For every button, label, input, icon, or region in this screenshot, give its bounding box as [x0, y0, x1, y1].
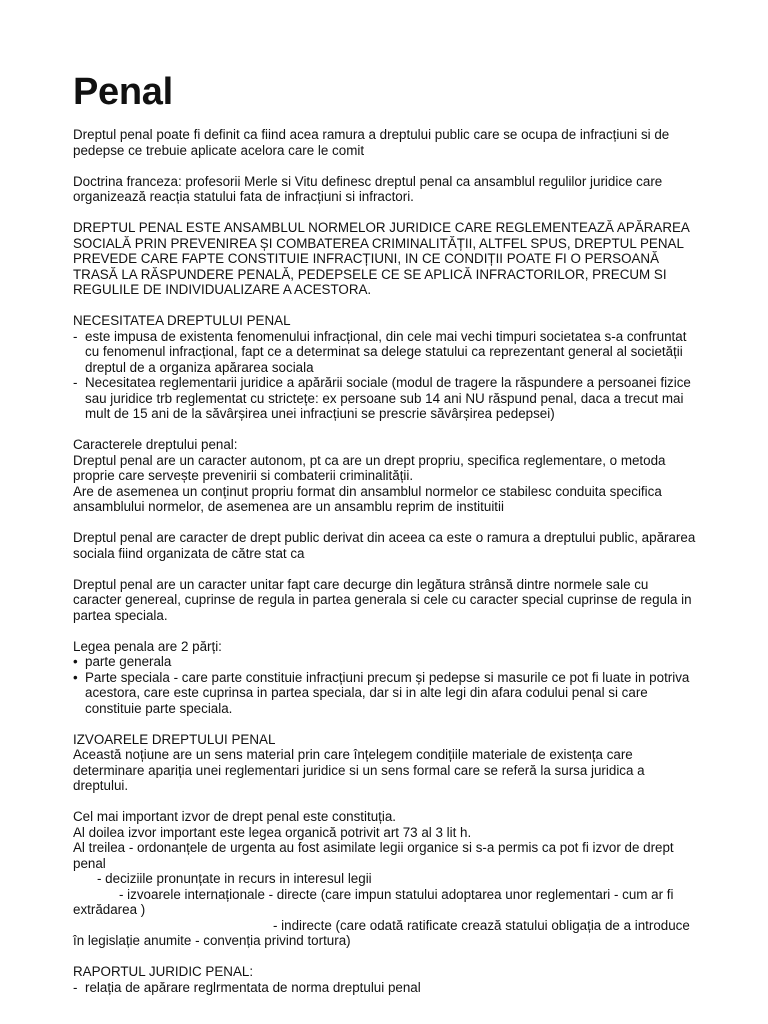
legea-list — [73, 654, 698, 716]
izvoarele-paragraph: Această noțiune are un sens material prin care înțelegem condițiile materiale de existența care determinare apariția unei reglementari juridice si un sens formal care se referă la sursa juridica a dreptului. — [73, 747, 645, 793]
list-item: - relația de apărare reglrmentata de norma dreptului penal — [73, 980, 698, 996]
list-item: - este impusa de existenta fenomenului infracțional, din cele mai vechi timpuri societatea s-a confruntat cu fenomenul infracțional, fapt ce a determinat sa delege statului ca reprezentant general al societății dreptul de a organiza apărarea sociala — [73, 329, 698, 376]
caractere-heading: Caracterele dreptului penal: — [73, 437, 238, 452]
izvor-line: - deciziile pronunțate in recurs in interesul legii — [97, 871, 372, 886]
izvor-line: Al treilea - ordonanțele de urgenta au fost asimilate legii organice si s-a permis ca pot fi izvor de drept penal — [73, 840, 674, 871]
caracter-autonom-paragraph: Dreptul penal are un caracter autonom, pt ca are un drept propriu, specifica reglementare, o metoda proprie care servește prevenirii si combaterii criminalității. — [73, 452, 666, 483]
izvor-line: Al doilea izvor important este legea organică potrivit art 73 al 3 lit h. — [73, 824, 472, 840]
list-item: • parte generala — [73, 654, 698, 670]
legea-heading: Legea penala are 2 părți: — [73, 638, 222, 654]
definition-caps-paragraph: DREPTUL PENAL ESTE ANSAMBLUL NORMELOR JURIDICE CARE REGLEMENTEAZĂ APĂRAREA SOCIALĂ PRIN PREVENIREA ȘI COMBATEREA CRIMINALITĂȚII, ALTFEL SPUS, DREPTUL PENAL PREVEDE CARE FAPTE CONSTITUIE INFRACȚIUNI, IN CE CONDIȚII POATE FI O PERSOANĂ TRASĂ LA RĂSPUNDERE PENALĂ, PEDEPSELE CE SE APLICĂ INFRACTORILOR, PRECUM SI REGULILE DE INDIVIDUALIZARE A ACESTORA. — [73, 220, 690, 297]
necesitatea-list — [73, 329, 698, 422]
izvor-line — [73, 918, 698, 949]
caracter-unitar-paragraph: Dreptul penal are un caracter unitar fapt care decurge din legătura strânsă dintre normele sale cu caracter genereal, cuprinse de regula in partea generala si cele cu caracter special cuprinse de regula in partea speciala. — [73, 576, 692, 623]
izvoarele-heading: IZVOARELE DREPTULUI PENAL — [73, 731, 276, 747]
caracter-derivat-paragraph: Dreptul penal are caracter de drept public derivat din aceea ca este o ramura a dreptului public, apărarea sociala fiind organizata de către stat ca — [73, 530, 696, 561]
raportul-heading: RAPORTUL JURIDIC PENAL: — [73, 964, 254, 979]
continut-paragraph: Are de asemenea un conținut propriu format din ansamblul normelor ce stabilesc conduita specifica ansamblului normelor, de asemenea are un ansamblu reprim de instituitii — [73, 483, 662, 514]
necesitatea-heading: NECESITATEA DREPTULUI PENAL — [73, 313, 291, 328]
raportul-list — [73, 980, 698, 996]
doctrina-paragraph: Doctrina franceza: profesorii Merle si Vitu definesc dreptul penal ca ansamblul regulilor juridice care organizează reacția statului fata de infracțiuni si infractori. — [73, 173, 663, 204]
izvor-line-text: - indirecte (care odată ratificate crează statului obligația de a introduce în legislație anumite - convenția privind tortura) — [73, 917, 690, 948]
izvor-line — [73, 887, 698, 918]
list-item: - Necesitatea reglementarii juridice a apărării sociale (modul de tragere la răspundere a persoanei fizice sau juridice trb reglementat cu strictețe: ex persoane sub 14 ani NU răspund penal, daca a trecut mai mult de 15 ani de la săvârșirea unei infracțiuni se prescrie săvârșirea pedepsei) — [73, 375, 698, 422]
list-item: • Parte speciala - care parte constituie infracțiuni precum și pedepse si masurile ce pot fi luate in potriva acestora, care este cuprinsa in partea speciala, dar si in alte legi din afara codului penal si care constituie parte speciala. — [73, 670, 698, 717]
intro-paragraph: Dreptul penal poate fi definit ca fiind acea ramura a dreptului public care se ocupa de infracțiuni si de pedepse ce trebuie aplicate acelora care le comit — [73, 127, 670, 158]
page-title: Penal — [73, 71, 173, 113]
izvor-line: Cel mai important izvor de drept penal este constituția. — [73, 809, 397, 824]
izvor-line-text: - izvoarele internaționale - directe (care impun statului adoptarea unor reglementari - cum ar fi extrădarea ) — [73, 886, 674, 917]
